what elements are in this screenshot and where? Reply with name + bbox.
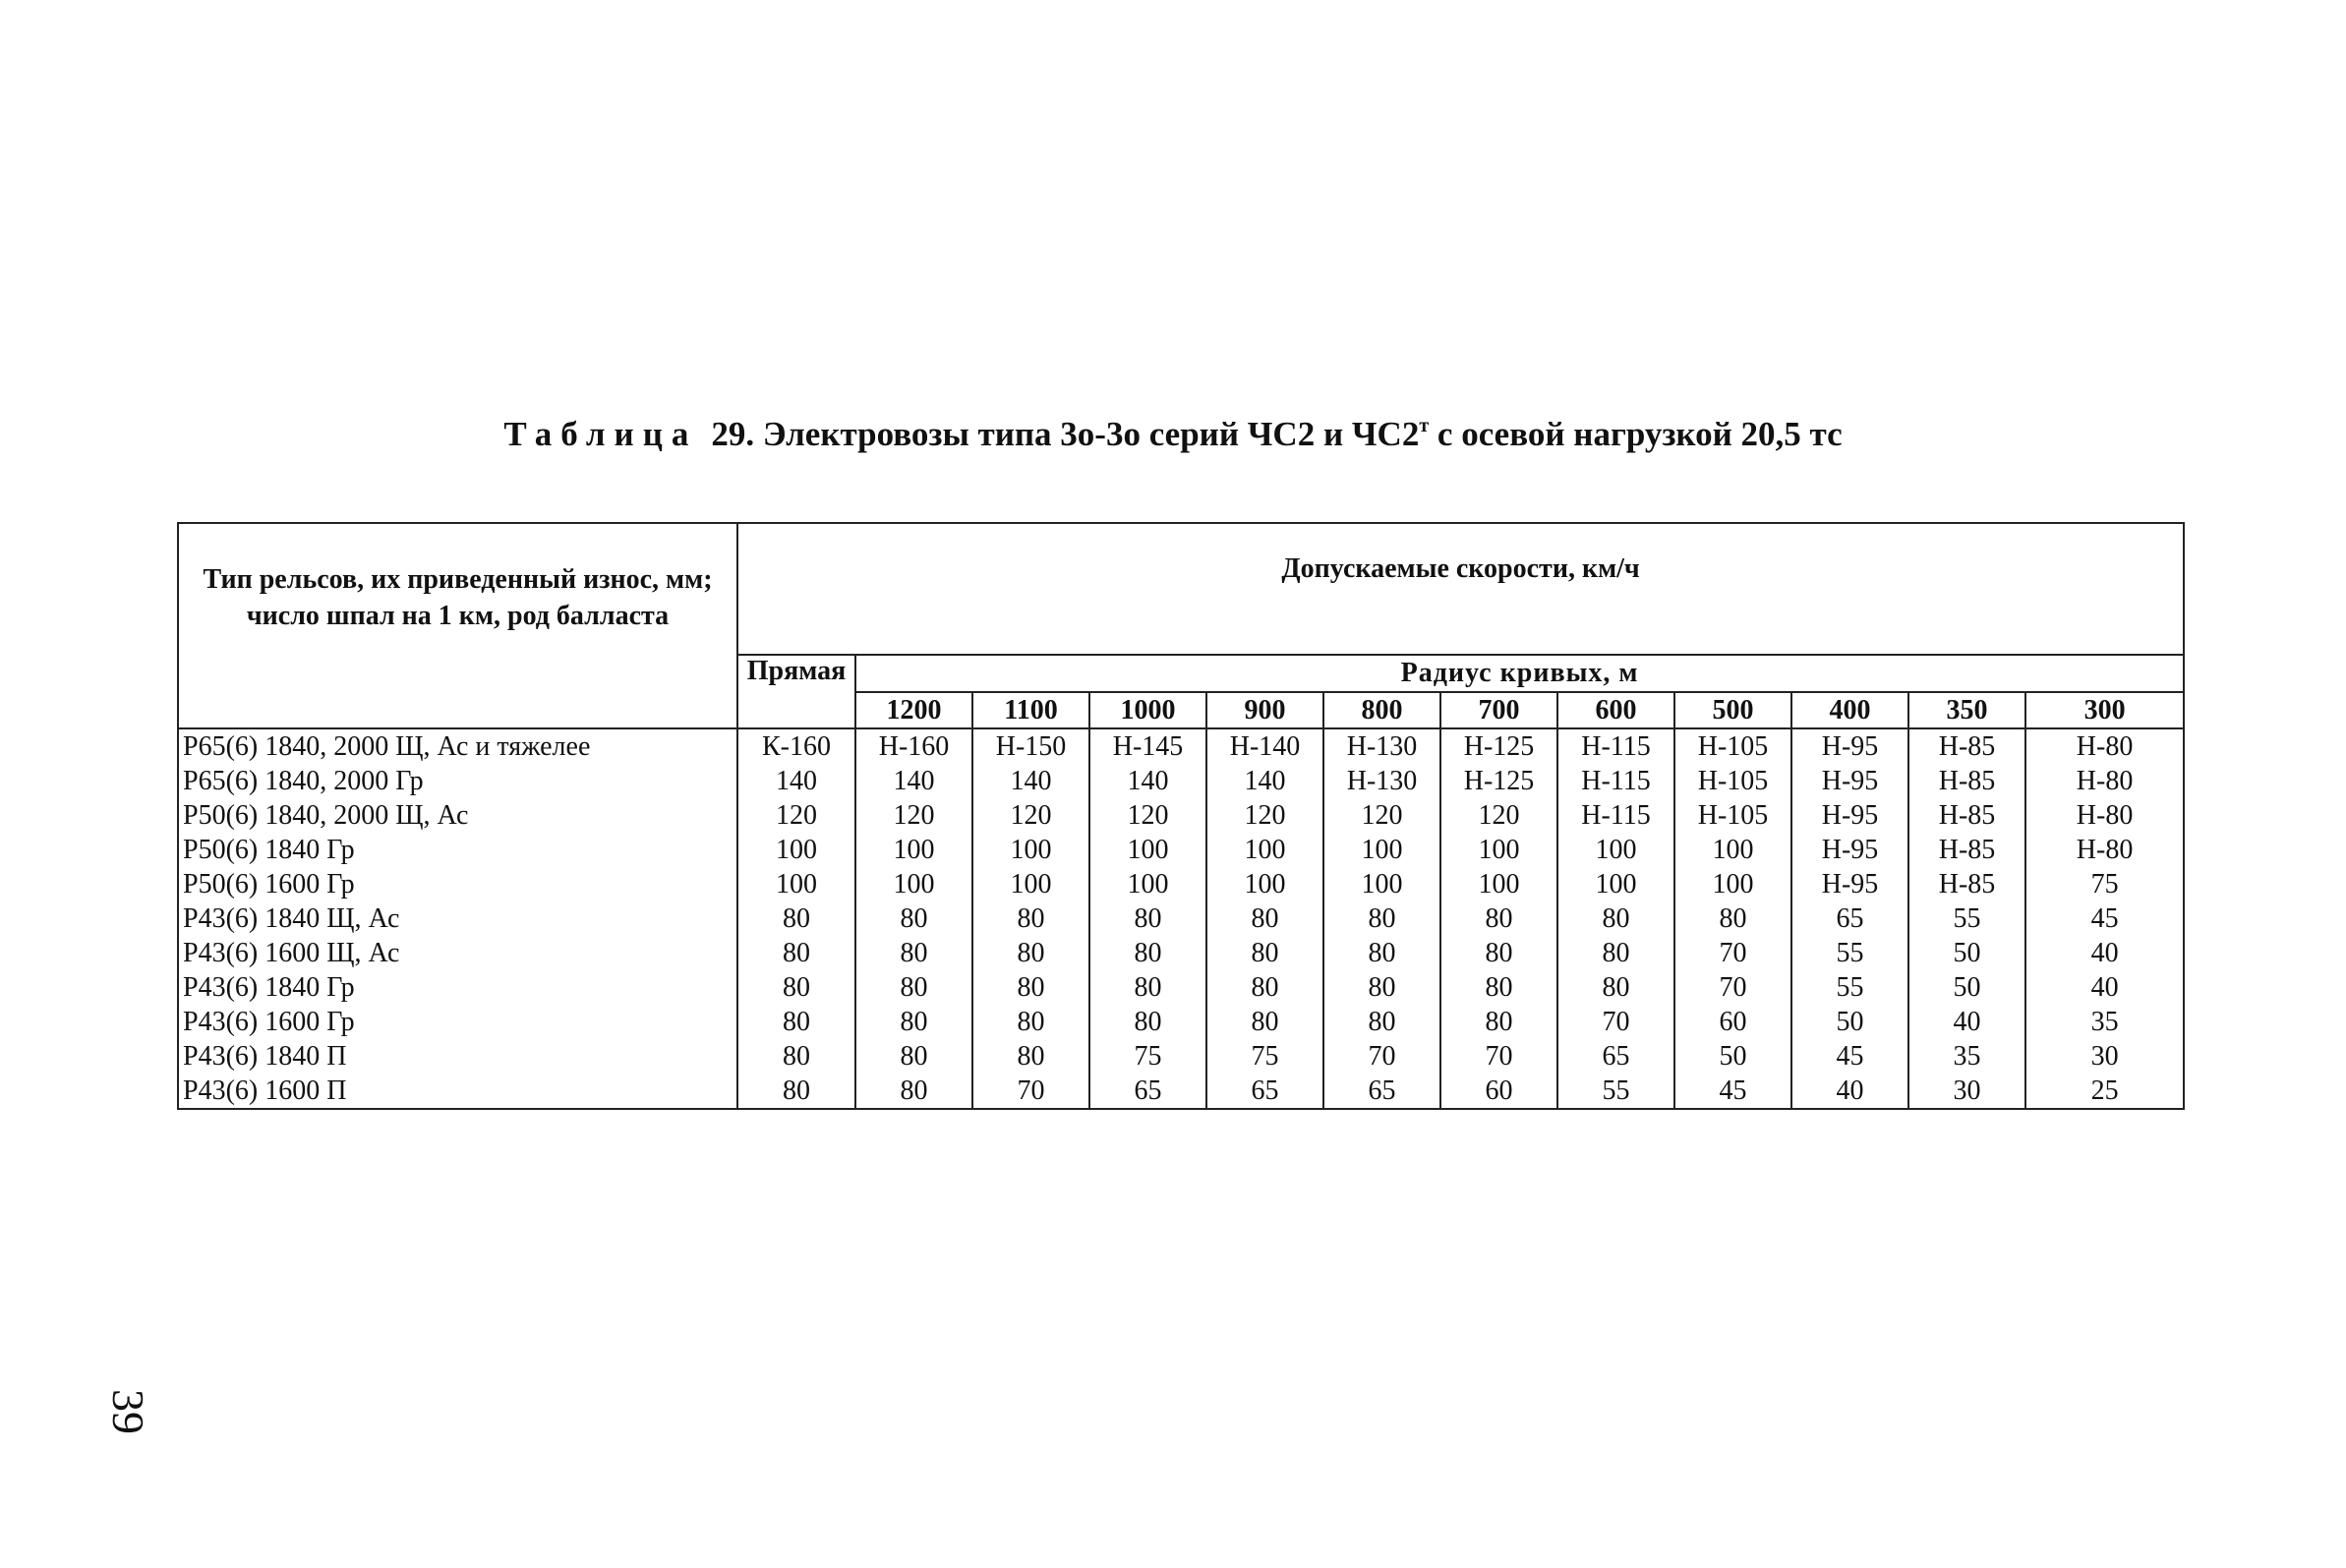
curve-speed-cell: 65 [1557,1039,1674,1074]
curve-speed-cell: 80 [1440,936,1557,970]
table-title-tail: с осевой нагрузкой 20,5 тс [1429,415,1843,453]
rail-type-cell: Р50(6) 1840, 2000 Щ, Ас [178,798,737,833]
curve-speed-cell: 100 [972,867,1089,901]
curve-speed-cell: 80 [1206,901,1323,936]
curve-speed-cell: 50 [1908,970,2025,1005]
curve-speed-cell: Н-95 [1791,764,1908,798]
radius-header-cell: 300 [2025,692,2184,728]
curve-speed-cell: 55 [1908,901,2025,936]
straight-speed-cell: 80 [737,936,855,970]
curve-speed-cell: Н-85 [1908,833,2025,867]
curve-speed-cell: 40 [2025,970,2184,1005]
curve-speed-cell: Н-95 [1791,867,1908,901]
curve-speed-cell: 140 [1206,764,1323,798]
curve-speed-cell: Н-85 [1908,764,2025,798]
table-title-text: 29. Электровозы типа 3о-3о серий ЧС2 и ЧС2 [711,415,1420,453]
curve-speed-cell: 55 [1791,936,1908,970]
curve-speed-cell: Н-85 [1908,728,2025,764]
rail-type-cell: Р43(6) 1840 П [178,1039,737,1074]
curve-speed-cell: 50 [1791,1005,1908,1039]
curve-speed-cell: 120 [855,798,972,833]
curve-speed-cell: 100 [1206,833,1323,867]
curve-speed-cell: 80 [972,936,1089,970]
curve-speed-cell: 65 [1323,1074,1440,1109]
curve-speed-cell: Н-80 [2025,833,2184,867]
curve-speed-cell: 40 [2025,936,2184,970]
curve-speed-cell: Н-95 [1791,798,1908,833]
straight-header: Прямая [737,655,855,728]
curve-speed-cell: 45 [1791,1039,1908,1074]
curve-speed-cell: Н-80 [2025,764,2184,798]
curve-speed-cell: 120 [1440,798,1557,833]
table-row [178,970,2184,1005]
curve-speed-cell: 100 [1674,833,1791,867]
curve-speed-cell: 140 [855,764,972,798]
curve-speed-cell: 120 [1206,798,1323,833]
curve-speed-cell: 80 [1323,901,1440,936]
curve-speed-cell: 100 [972,833,1089,867]
curve-speed-cell: 55 [1791,970,1908,1005]
rail-type-header: Тип рельсов, их приведенный износ, мм; число шпал на 1 км, род балласта [178,523,737,728]
curve-speed-cell: 80 [1440,901,1557,936]
curve-speed-cell: 45 [1674,1074,1791,1109]
curve-speed-cell: 100 [1557,867,1674,901]
curve-speed-cell: 100 [1089,833,1206,867]
table-title [0,415,2346,454]
curve-speed-cell: 80 [1089,970,1206,1005]
radius-header-cell: 600 [1557,692,1674,728]
curve-speed-cell: 80 [1557,901,1674,936]
curve-speed-cell: 80 [1557,936,1674,970]
curve-speed-cell: 80 [1557,970,1674,1005]
straight-speed-cell: 80 [737,901,855,936]
curve-speed-cell: 100 [1323,867,1440,901]
allowed-speeds-header: Допускаемые скорости, км/ч [737,523,2184,655]
curve-speed-cell: 65 [1089,1074,1206,1109]
curve-speed-cell: Н-115 [1557,728,1674,764]
curve-speed-cell: Н-140 [1206,728,1323,764]
rail-type-cell: Р43(6) 1600 П [178,1074,737,1109]
curve-speed-cell: Н-150 [972,728,1089,764]
curve-speed-cell: 100 [1323,833,1440,867]
curve-speed-cell: 45 [2025,901,2184,936]
curve-speed-cell: 80 [855,1074,972,1109]
curve-speed-cell: Н-105 [1674,798,1791,833]
curve-speed-cell: 140 [972,764,1089,798]
rail-type-cell: Р43(6) 1600 Щ, Ас [178,936,737,970]
radius-header-cell: 900 [1206,692,1323,728]
straight-speed-cell: 80 [737,1039,855,1074]
radius-header-cell: 1200 [855,692,972,728]
curve-speed-cell: Н-85 [1908,867,2025,901]
curve-speed-cell: 80 [1323,1005,1440,1039]
table-row [178,936,2184,970]
curve-speed-cell: 80 [855,901,972,936]
curve-speed-cell: Н-105 [1674,728,1791,764]
rail-type-cell: Р65(6) 1840, 2000 Гр [178,764,737,798]
curve-speed-cell: Н-95 [1791,728,1908,764]
table-row [178,1039,2184,1074]
curve-speed-cell: 80 [1440,970,1557,1005]
curve-speed-cell: 75 [1089,1039,1206,1074]
curve-speed-cell: 100 [1206,867,1323,901]
page-number: 39 [103,1389,153,1434]
curve-speed-cell: 70 [1674,970,1791,1005]
curve-speed-cell: 100 [1089,867,1206,901]
curve-speed-cell: 80 [855,936,972,970]
curve-speed-cell: 40 [1791,1074,1908,1109]
curve-speed-cell: Н-95 [1791,833,1908,867]
curve-speed-cell: 100 [855,867,972,901]
curve-speed-cell: 80 [972,901,1089,936]
table-title-word: Таблица [503,415,698,453]
curve-speed-cell: Н-115 [1557,764,1674,798]
table-body [178,728,2184,1109]
curve-speed-cell: 80 [1206,1005,1323,1039]
curve-speed-cell: 75 [1206,1039,1323,1074]
curve-speed-cell: Н-160 [855,728,972,764]
curve-speed-cell: 65 [1206,1074,1323,1109]
curve-speed-cell: 80 [1089,901,1206,936]
curve-speed-cell: 40 [1908,1005,2025,1039]
table-row [178,833,2184,867]
straight-speed-cell: 80 [737,970,855,1005]
curve-speed-cell: 120 [972,798,1089,833]
table-row [178,1005,2184,1039]
curve-speed-cell: 50 [1674,1039,1791,1074]
table-row [178,901,2184,936]
curve-speed-cell: 80 [1089,936,1206,970]
radius-header-cell: 1000 [1089,692,1206,728]
curve-speed-cell: Н-80 [2025,798,2184,833]
curve-speed-cell: 70 [1557,1005,1674,1039]
curve-speed-cell: 30 [1908,1074,2025,1109]
rail-type-cell: Р65(6) 1840, 2000 Щ, Ас и тяжелее [178,728,737,764]
curve-speed-cell: Н-105 [1674,764,1791,798]
radius-header-cell: 400 [1791,692,1908,728]
curve-speed-cell: Н-85 [1908,798,2025,833]
radius-header-cell: 1100 [972,692,1089,728]
curve-speed-cell: 100 [855,833,972,867]
straight-speed-cell: 100 [737,833,855,867]
curve-speed-cell: 80 [855,1005,972,1039]
curve-speed-cell: 80 [1323,936,1440,970]
straight-speed-cell: 80 [737,1074,855,1109]
curve-speed-cell: 80 [1674,901,1791,936]
table-row [178,1074,2184,1109]
curve-speed-cell: 70 [1674,936,1791,970]
radius-header-cell: 700 [1440,692,1557,728]
table-row [178,728,2184,764]
curve-speed-cell: 75 [2025,867,2184,901]
curve-speed-cell: 80 [1206,936,1323,970]
curve-speed-cell: 70 [1440,1039,1557,1074]
curve-speed-cell: 35 [2025,1005,2184,1039]
curve-speed-cell: Н-125 [1440,764,1557,798]
straight-speed-cell: К-160 [737,728,855,764]
curve-speed-cell: 120 [1323,798,1440,833]
curve-speed-cell: 80 [972,970,1089,1005]
curve-speed-cell: 55 [1557,1074,1674,1109]
straight-speed-cell: 140 [737,764,855,798]
curve-speed-cell: 70 [1323,1039,1440,1074]
curve-speed-cell: 70 [972,1074,1089,1109]
straight-speed-cell: 100 [737,867,855,901]
curve-speed-cell: 25 [2025,1074,2184,1109]
curve-speed-cell: 65 [1791,901,1908,936]
rail-type-cell: Р43(6) 1840 Щ, Ас [178,901,737,936]
curve-speed-cell: Н-80 [2025,728,2184,764]
curve-speed-cell: 80 [1206,970,1323,1005]
curve-speed-cell: Н-125 [1440,728,1557,764]
curve-speed-cell: Н-130 [1323,728,1440,764]
straight-speed-cell: 80 [737,1005,855,1039]
radius-header-cell: 350 [1908,692,2025,728]
curve-speed-cell: 80 [1089,1005,1206,1039]
curve-speed-cell: 50 [1908,936,2025,970]
radius-header-cell: 500 [1674,692,1791,728]
rail-type-cell: Р50(6) 1600 Гр [178,867,737,901]
curve-speed-cell: 80 [855,970,972,1005]
curve-speed-cell: 30 [2025,1039,2184,1074]
curve-speed-cell: 100 [1440,833,1557,867]
curve-speed-cell: 80 [972,1005,1089,1039]
curve-speed-cell: Н-115 [1557,798,1674,833]
curve-speed-cell: 100 [1557,833,1674,867]
curve-speed-cell: 80 [1323,970,1440,1005]
curve-speed-cell: 80 [1440,1005,1557,1039]
curve-speed-cell: 140 [1089,764,1206,798]
curve-speed-cell: Н-145 [1089,728,1206,764]
curve-speed-cell: 35 [1908,1039,2025,1074]
table-row [178,798,2184,833]
curve-radius-header: Радиус кривых, м [855,655,2184,692]
curve-speed-cell: 60 [1440,1074,1557,1109]
curve-speed-cell: 120 [1089,798,1206,833]
curve-speed-cell: 100 [1440,867,1557,901]
curve-speed-cell: Н-130 [1323,764,1440,798]
table-row [178,867,2184,901]
radius-header-cell: 800 [1323,692,1440,728]
rail-type-cell: Р43(6) 1840 Гр [178,970,737,1005]
table-title-superscript: т [1419,415,1430,436]
curve-speed-cell: 60 [1674,1005,1791,1039]
speed-table [177,522,2185,1110]
curve-speed-cell: 100 [1674,867,1791,901]
rail-type-cell: Р43(6) 1600 Гр [178,1005,737,1039]
table-row [178,764,2184,798]
rail-type-cell: Р50(6) 1840 Гр [178,833,737,867]
straight-speed-cell: 120 [737,798,855,833]
curve-speed-cell: 80 [855,1039,972,1074]
curve-speed-cell: 80 [972,1039,1089,1074]
